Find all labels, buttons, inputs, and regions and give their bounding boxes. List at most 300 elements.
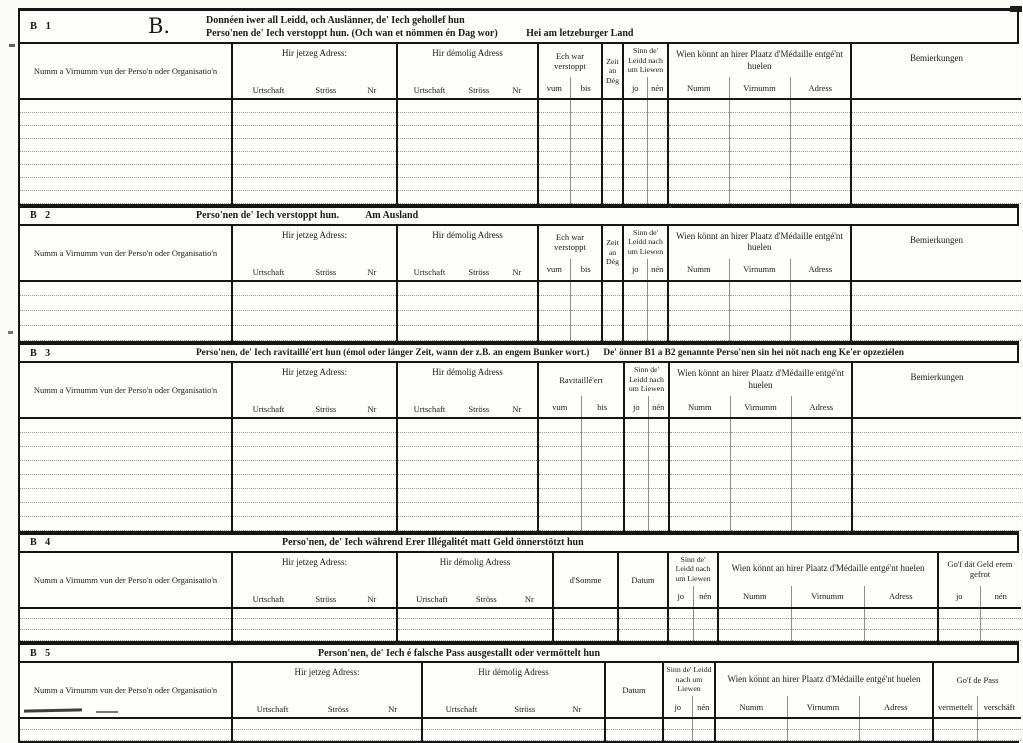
column-header-medaille: Wien könnt an hirer Plaatz d'Médaille entgé'nt huelen [718,553,938,586]
column-header-verstoppt: Ech war verstoppt [538,44,602,77]
empty-cell [852,432,1021,446]
b5-table [20,663,1021,741]
stross-label: Ströss [315,85,337,95]
empty-cell [938,630,980,641]
empty-cell [623,190,647,203]
empty-cell [618,619,668,630]
empty-cell [623,99,647,112]
empty-cell [20,488,232,502]
urtschaft-label: Urtschaft [252,266,285,277]
b4-table [20,553,1021,642]
empty-cell [232,326,397,341]
demolig-adress-label: Hir démolig Adress [432,48,503,58]
jetzeg-adress-label: Hir jetzeg Adress: [282,556,347,567]
table-row [20,502,1021,516]
empty-cell [852,516,1021,530]
table-row [20,619,1021,630]
subcolumn-jo: jo [624,396,648,418]
empty-cell [729,151,790,164]
empty-cell [232,516,397,530]
column-header-sinn-leidd: Sinn de' Leidd nach um Liewen [624,363,669,396]
subcolumn-virnumm: Virnumm [787,696,859,718]
empty-cell [791,516,852,530]
table-row [20,151,1021,164]
subcolumn-bis: bis [581,396,624,418]
empty-cell [791,619,864,630]
empty-cell [729,281,790,296]
empty-cell [791,488,852,502]
b1-description [206,14,633,40]
empty-cell [669,418,730,432]
stross-label: Ströss [514,704,536,714]
empty-cell [232,311,397,326]
b3-title-bar [20,345,1017,363]
column-header-somme: d'Somme [553,553,618,608]
empty-cell [730,474,791,488]
empty-cell [232,432,397,446]
empty-cell [20,177,232,190]
subcolumn-nen: nén [647,259,668,281]
empty-cell [397,516,538,530]
empty-cell [538,460,581,474]
empty-cell [693,619,718,630]
empty-cell [692,718,715,729]
empty-cell [851,151,1021,164]
empty-cell [602,190,623,203]
empty-cell [538,99,570,112]
empty-cell [624,432,648,446]
table-row [20,125,1021,138]
empty-cell [397,164,538,177]
table-row [20,608,1021,619]
empty-cell [730,488,791,502]
stross-label: Ströss [468,266,490,277]
empty-cell [20,164,232,177]
empty-cell [852,474,1021,488]
b5-title: Person'nen, de' Iech é falsche Pass ausgestallt oder vermöttelt hun [318,647,601,659]
table-row [20,729,1021,740]
empty-cell [538,432,581,446]
subcolumn-numm: Numm [718,586,791,608]
b3-column-headers [20,363,1021,418]
empty-cell [20,326,232,341]
empty-cell [790,281,851,296]
empty-cell [729,177,790,190]
nr-label: Nr [512,404,522,414]
b1-title-line2: Perso'nen de' Iech verstoppt hun. (Och wan et nömmen én Dag wor) [206,27,498,39]
empty-cell [602,125,623,138]
column-header-verstoppt: Ech war verstoppt [538,226,602,259]
empty-cell [553,630,618,641]
questionnaire-form [18,8,1019,743]
empty-cell [570,296,602,311]
empty-cell [538,151,570,164]
empty-cell [538,418,581,432]
jetzeg-adress-label: Hir jetzeg Adress: [282,229,347,240]
empty-cell [581,502,624,516]
table-row [20,164,1021,177]
empty-cell [232,151,397,164]
empty-cell [790,112,851,125]
subcolumn-virnumm: Virnumm [791,586,864,608]
empty-cell [538,446,581,460]
empty-cell [20,418,232,432]
stross-label: Ströss [315,404,337,414]
empty-cell [791,630,864,641]
subcolumn-verschaft: verschäft [977,696,1021,718]
empty-cell [693,630,718,641]
empty-cell [581,460,624,474]
empty-cell [20,516,232,530]
subcolumn-nen: nén [648,396,669,418]
empty-cell [553,619,618,630]
empty-cell [730,516,791,530]
empty-cell [20,474,232,488]
empty-cell [232,125,397,138]
urtschaft-label: Urtschaft [252,85,285,95]
empty-cell [538,177,570,190]
nr-label: Nr [572,704,582,714]
urtschaft-label: Urtschaft [413,266,446,277]
empty-cell [232,460,397,474]
subcolumn-adress: Adress [790,259,851,281]
empty-cell [397,281,538,296]
empty-cell [693,608,718,619]
empty-cell [20,281,232,296]
empty-cell [791,608,864,619]
urtschaft-label: Urtschaft [413,85,446,95]
jetzeg-adress-label: Hir jetzeg Adress: [282,367,347,377]
column-header-name: Numm a Virnumm vun der Perso'n oder Organisatio'n [33,574,218,585]
empty-cell [730,432,791,446]
empty-cell [397,177,538,190]
column-header-bemierkungen: Bemierkungen [851,44,1021,99]
empty-cell [20,729,232,740]
empty-cell [730,460,791,474]
empty-cell [729,125,790,138]
subcolumn-virnumm: Virnumm [729,77,790,99]
b4-column-headers [20,553,1021,608]
empty-cell [397,311,538,326]
empty-cell [20,630,232,641]
empty-cell [570,190,602,203]
empty-cell [232,502,397,516]
empty-cell [668,619,693,630]
empty-cell [668,164,729,177]
empty-cell [602,326,623,341]
empty-cell [605,729,663,740]
column-header-sinn-leidd: Sinn de' Leidd nach um Liewen [663,663,715,696]
empty-cell [570,177,602,190]
empty-cell [623,296,647,311]
column-header-gof-pass: Go'f de Pass [933,663,1021,696]
empty-cell [668,190,729,203]
empty-cell [790,326,851,341]
empty-cell [232,190,397,203]
subcolumn-bis: bis [570,259,602,281]
empty-cell [647,151,668,164]
empty-cell [648,488,669,502]
empty-cell [790,177,851,190]
b1-title-line1: Donnéen iwer all Leidd, och Auslänner, de' Iech gehollef hun [206,14,465,26]
subcolumn-vermettelt: vermettelt [933,696,977,718]
subcolumn-virnumm: Virnumm [730,396,791,418]
empty-cell [570,99,602,112]
empty-cell [397,474,538,488]
scan-smudge [9,44,15,47]
empty-cell [623,281,647,296]
table-row [20,177,1021,190]
column-header-medaille: Wien könnt an hirer Plaatz d'Médaille entgé'nt huelen [668,44,851,77]
nr-label: Nr [512,266,522,277]
stross-label: Ströss [315,266,337,277]
column-header-jetzeg-adress [232,663,422,718]
table-row [20,112,1021,125]
empty-cell [790,164,851,177]
demolig-adress-label: Hir démolig Adress [432,367,503,377]
empty-cell [647,125,668,138]
empty-cell [538,488,581,502]
empty-cell [718,608,791,619]
empty-cell [980,630,1021,641]
empty-cell [232,112,397,125]
empty-cell [851,125,1021,138]
empty-cell [624,488,648,502]
empty-cell [538,311,570,326]
empty-cell [538,281,570,296]
empty-cell [718,619,791,630]
empty-cell [851,326,1021,341]
subcolumn-bis: bis [570,77,602,99]
empty-cell [648,516,669,530]
empty-cell [715,729,787,740]
empty-cell [397,99,538,112]
table-row [20,630,1021,641]
column-header-jetzeg-adress [232,553,397,608]
table-row [20,460,1021,474]
empty-cell [729,138,790,151]
table-row [20,138,1021,151]
empty-cell [397,502,538,516]
empty-cell [232,474,397,488]
empty-cell [602,164,623,177]
table-row [20,281,1021,296]
empty-cell [663,718,692,729]
empty-cell [397,619,553,630]
column-header-demolig-adress [422,663,605,718]
b4-title-bar [20,535,1017,553]
empty-cell [852,460,1021,474]
table-row [20,516,1021,530]
empty-cell [624,516,648,530]
table-row [20,418,1021,432]
subcolumn-numm: Numm [715,696,787,718]
subcolumn-nen: nén [692,696,715,718]
table-row [20,446,1021,460]
empty-cell [851,138,1021,151]
empty-cell [648,432,669,446]
empty-cell [538,474,581,488]
column-header-demolig-adress [397,553,553,608]
column-header-jetzeg-adress [232,44,397,99]
empty-cell [397,460,538,474]
empty-cell [692,729,715,740]
empty-cell [668,326,729,341]
empty-cell [668,177,729,190]
empty-cell [570,151,602,164]
b1-title-right: Hei am letzeburger Land [526,27,634,39]
subcolumn-vum: vum [538,259,570,281]
column-header-zeit: Zeit an Dég [602,44,623,99]
b2-label: B 2 [30,210,54,221]
empty-cell [397,112,538,125]
empty-cell [851,99,1021,112]
empty-cell [730,446,791,460]
column-header-datum: Datum [618,553,668,608]
nr-label: Nr [367,266,377,277]
b2-column-headers [20,226,1021,281]
subcolumn-adress: Adress [859,696,933,718]
empty-cell [422,718,605,729]
scan-smudge [96,711,118,713]
empty-cell [20,151,232,164]
empty-cell [232,99,397,112]
empty-cell [397,418,538,432]
b3-label: B 3 [30,347,54,359]
b1-column-headers [20,44,1021,99]
empty-cell [790,311,851,326]
empty-cell [570,125,602,138]
empty-cell [232,418,397,432]
subcolumn-jo: jo [663,696,692,718]
empty-cell [20,718,232,729]
empty-cell [232,488,397,502]
empty-cell [938,608,980,619]
subcolumn-nen: nén [647,77,668,99]
empty-cell [668,112,729,125]
column-header-name: Numm a Virnumm vun der Perso'n oder Organisatio'n [33,385,218,395]
empty-cell [851,164,1021,177]
empty-cell [570,281,602,296]
column-header-name: Numm a Virnumm vun der Perso'n oder Organisatio'n [33,66,218,76]
subcolumn-nen: nén [980,586,1021,608]
empty-cell [790,138,851,151]
empty-cell [397,446,538,460]
stross-label: Ströss [315,593,337,604]
empty-cell [623,125,647,138]
b5-title-bar [20,645,1017,663]
empty-cell [581,432,624,446]
empty-cell [20,432,232,446]
empty-cell [623,311,647,326]
table-row [20,488,1021,502]
section-b1 [18,8,1019,206]
empty-cell [624,460,648,474]
empty-cell [851,296,1021,311]
empty-cell [787,729,859,740]
empty-cell [232,630,397,641]
empty-cell [602,177,623,190]
subcolumn-virnumm: Virnumm [729,259,790,281]
empty-cell [397,138,538,151]
empty-cell [864,619,938,630]
empty-cell [232,718,422,729]
empty-cell [538,164,570,177]
b1-table [20,44,1021,204]
empty-cell [20,446,232,460]
empty-cell [715,718,787,729]
empty-cell [933,718,977,729]
b1-title-bar [20,11,1017,44]
empty-cell [623,164,647,177]
column-header-medaille: Wien könnt an hirer Plaatz d'Médaille entgé'nt huelen [669,363,852,396]
subcolumn-numm: Numm [668,77,729,99]
empty-cell [602,138,623,151]
column-header-medaille: Wien könnt an hirer Plaatz d'Médaille entgé'nt huelen [668,226,851,259]
empty-cell [852,446,1021,460]
empty-cell [232,446,397,460]
column-header-jetzeg-adress [232,363,397,418]
empty-cell [581,446,624,460]
empty-cell [20,619,232,630]
empty-cell [668,99,729,112]
empty-cell [648,502,669,516]
empty-cell [669,474,730,488]
empty-cell [623,177,647,190]
empty-cell [787,718,859,729]
form-letter: B. [148,14,171,38]
nr-label: Nr [524,593,534,604]
b3-table [20,363,1021,531]
b2-title-right: Am Ausland [365,210,419,221]
empty-cell [851,177,1021,190]
table-row [20,432,1021,446]
empty-cell [864,630,938,641]
nr-label: Nr [388,704,398,714]
empty-cell [20,608,232,619]
empty-cell [729,112,790,125]
empty-cell [397,608,553,619]
empty-cell [553,608,618,619]
column-header-jetzeg-adress [232,226,397,281]
empty-cell [791,460,852,474]
table-row [20,718,1021,729]
empty-cell [624,418,648,432]
empty-cell [668,630,693,641]
empty-cell [980,608,1021,619]
empty-cell [20,311,232,326]
empty-cell [668,125,729,138]
empty-cell [538,326,570,341]
empty-cell [397,151,538,164]
empty-cell [624,446,648,460]
empty-cell [20,125,232,138]
empty-cell [602,112,623,125]
empty-cell [20,190,232,203]
table-row [20,311,1021,326]
empty-cell [730,418,791,432]
empty-cell [397,296,538,311]
empty-cell [623,151,647,164]
nr-label: Nr [512,85,522,95]
empty-cell [647,99,668,112]
empty-cell [730,502,791,516]
column-header-medaille: Wien könnt an hirer Plaatz d'Médaille entgé'nt huelen [715,663,933,696]
stross-label: Ströss [475,593,497,604]
empty-cell [669,502,730,516]
empty-cell [647,177,668,190]
empty-cell [647,190,668,203]
